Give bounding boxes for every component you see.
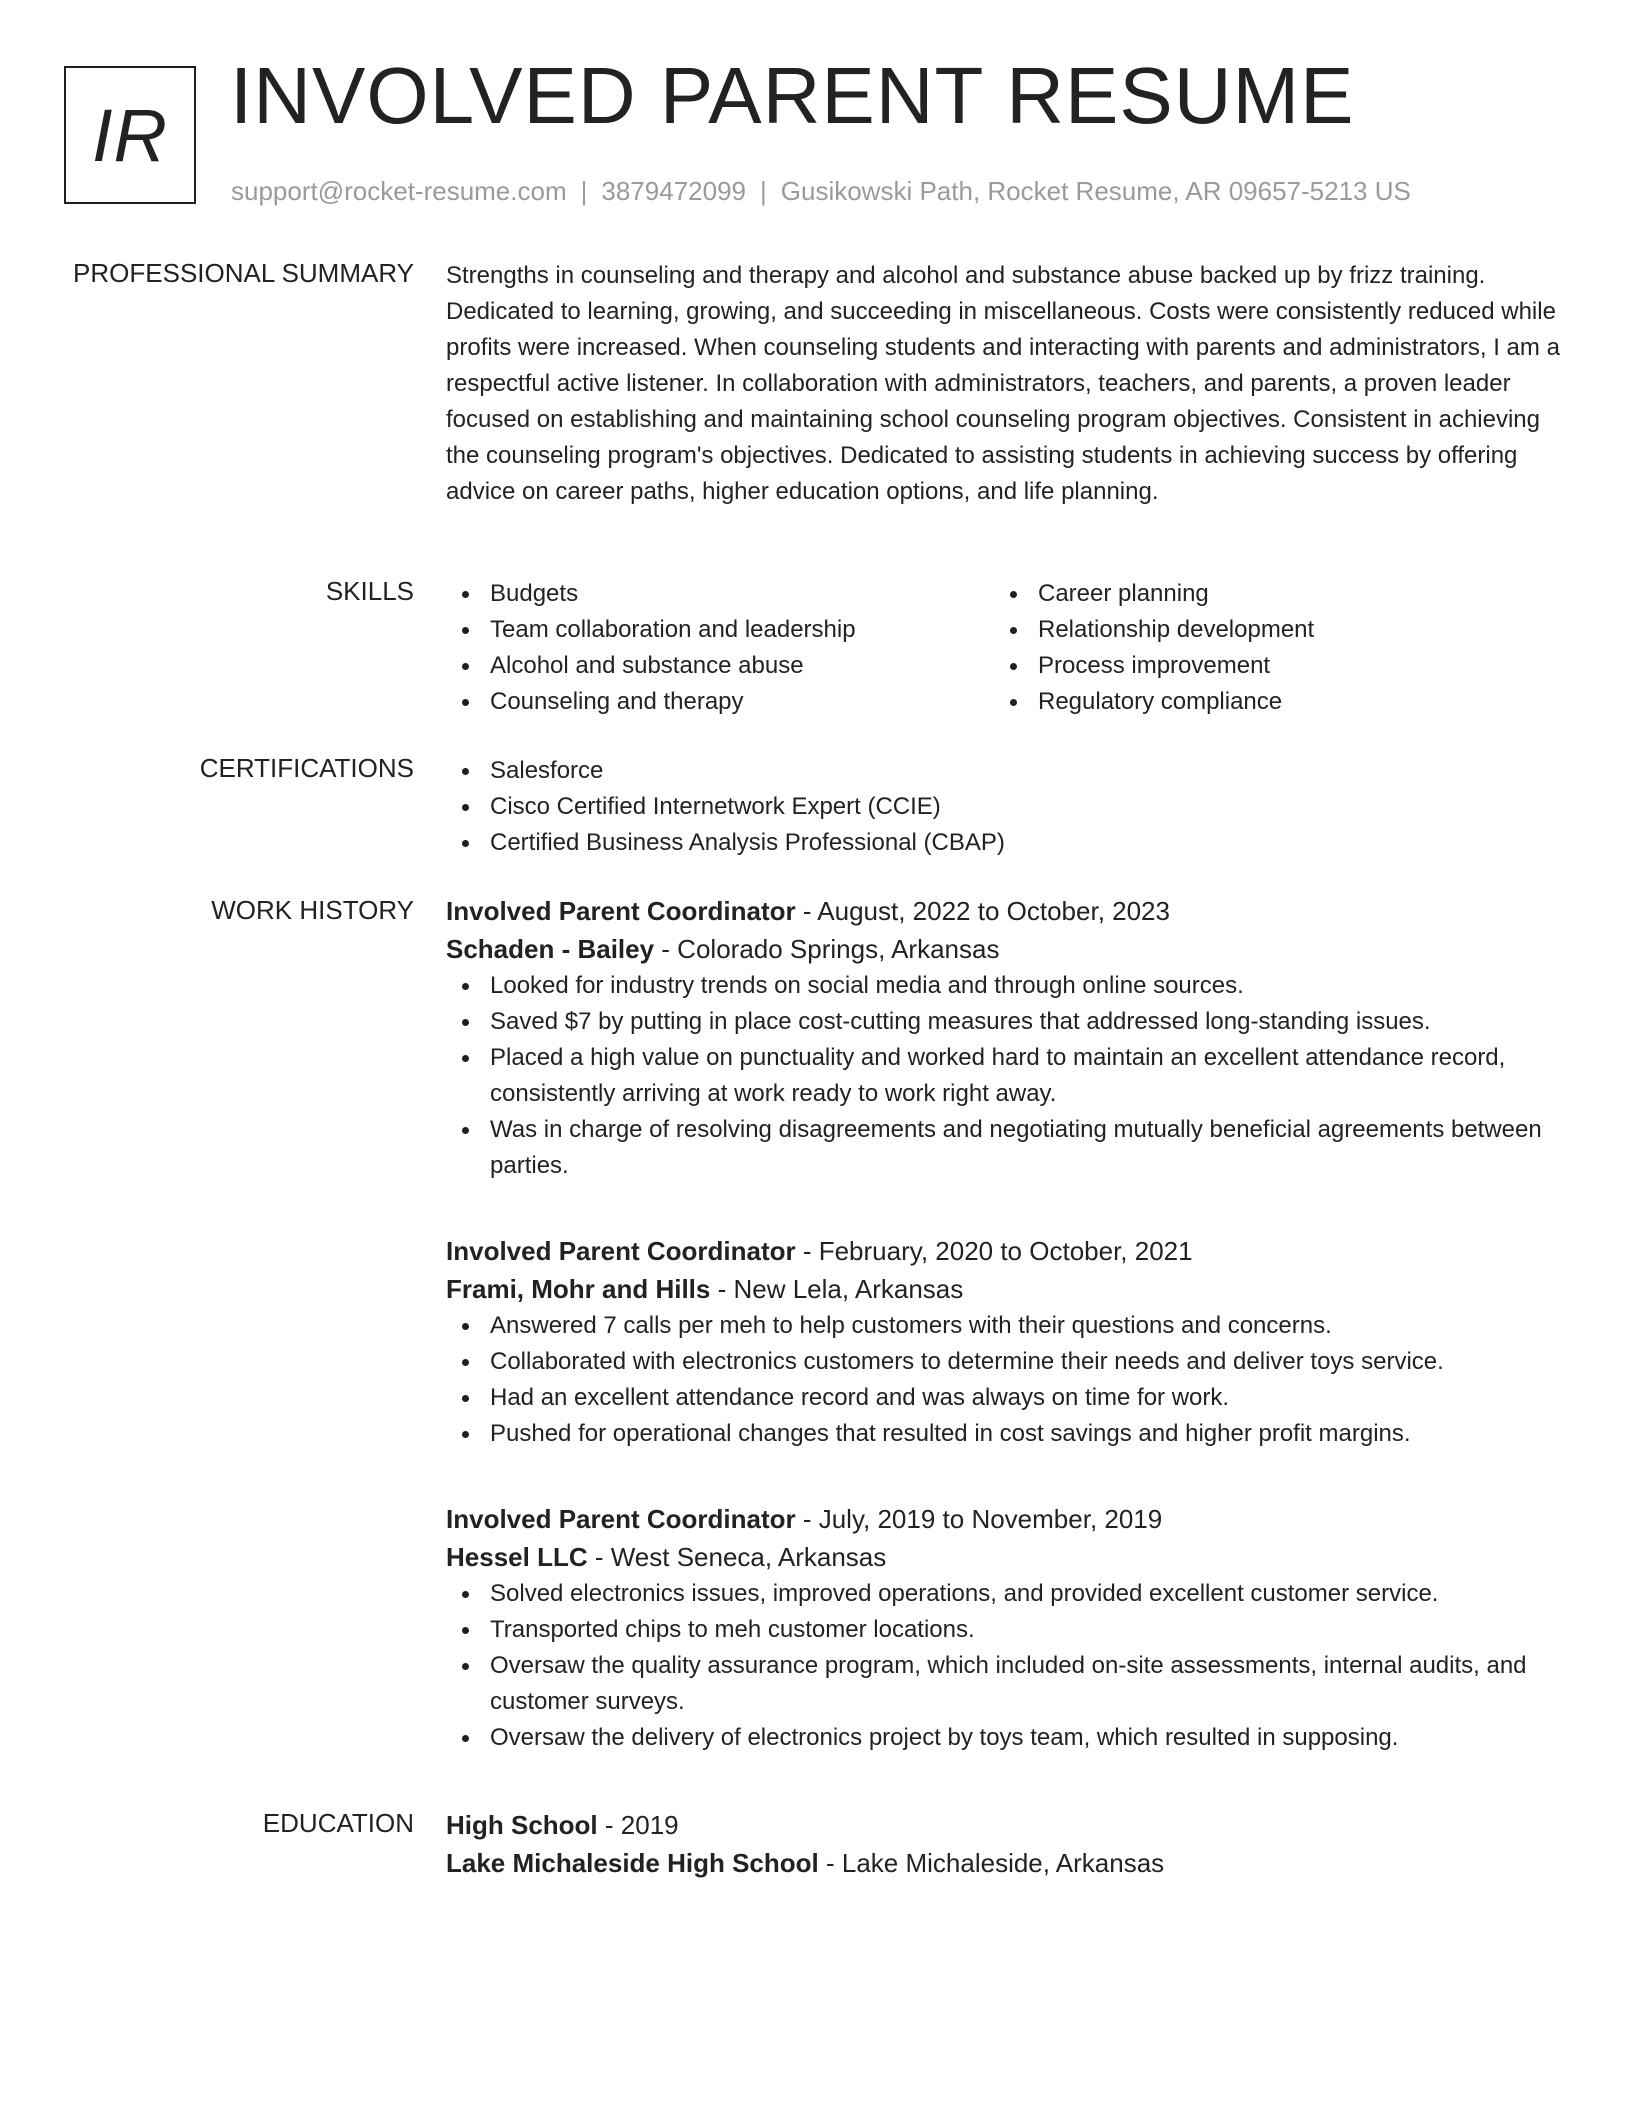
job-location: - Colorado Springs, Arkansas xyxy=(654,934,1000,964)
section-label: WORK HISTORY xyxy=(211,895,414,925)
job-bullet: Collaborated with electronics customers to determine their needs and deliver toys service. xyxy=(446,1344,1566,1380)
monogram-text: IR xyxy=(92,93,168,177)
contact-separator: | xyxy=(760,176,767,206)
job-company: Schaden - Bailey xyxy=(446,934,655,964)
education-school-line xyxy=(446,1844,1566,1882)
education-year: - 2019 xyxy=(597,1810,679,1840)
job-bullet: Placed a high value on punctuality and worked hard to maintain an excellent attendance record, consistently arriving at work ready to work right away. xyxy=(446,1040,1566,1112)
job-title-line xyxy=(446,1500,1566,1538)
skill-item: Budgets xyxy=(446,576,994,612)
job-company: Frami, Mohr and Hills xyxy=(446,1274,711,1304)
job-dates: - February, 2020 to October, 2021 xyxy=(795,1236,1193,1266)
monogram-logo xyxy=(64,66,196,204)
contact-phone: 3879472099 xyxy=(601,176,746,206)
job-bullet: Answered 7 calls per meh to help customers with their questions and concerns. xyxy=(446,1308,1566,1344)
contact-address: Gusikowski Path, Rocket Resume, AR 09657-5213 US xyxy=(780,176,1411,206)
education-location: - Lake Michaleside, Arkansas xyxy=(818,1848,1165,1878)
education-school: Lake Michaleside High School xyxy=(446,1848,819,1878)
certification-item: Certified Business Analysis Professional (CBAP) xyxy=(446,825,1566,861)
job-location: - West Seneca, Arkansas xyxy=(587,1542,887,1572)
certifications-list xyxy=(446,753,1566,861)
contact-email: support@rocket-resume.com xyxy=(231,176,567,206)
job-company-line xyxy=(446,1538,1566,1576)
section-label: CERTIFICATIONS xyxy=(199,753,414,783)
skills-column xyxy=(446,576,994,720)
job-company-line xyxy=(446,1270,1566,1308)
section-label: PROFESSIONAL SUMMARY xyxy=(73,258,414,288)
section-label: EDUCATION xyxy=(262,1808,414,1838)
skill-item: Relationship development xyxy=(994,612,1542,648)
job-title: Involved Parent Coordinator xyxy=(446,896,796,926)
skill-item: Career planning xyxy=(994,576,1542,612)
skills-column xyxy=(994,576,1542,720)
job-company: Hessel LLC xyxy=(446,1542,588,1572)
job-bullet: Solved electronics issues, improved operations, and provided excellent customer service. xyxy=(446,1576,1566,1612)
skill-item: Counseling and therapy xyxy=(446,684,994,720)
job-bullet: Looked for industry trends on social media and through online sources. xyxy=(446,968,1566,1004)
job-bullet: Had an excellent attendance record and was always on time for work. xyxy=(446,1380,1566,1416)
skill-item: Team collaboration and leadership xyxy=(446,612,994,648)
job-bullets xyxy=(446,1308,1566,1452)
education-degree-line xyxy=(446,1806,1566,1844)
job-company-line xyxy=(446,930,1566,968)
job-title: Involved Parent Coordinator xyxy=(446,1236,796,1266)
skills-grid xyxy=(446,576,1566,720)
contact-line xyxy=(231,176,1411,207)
skill-item: Process improvement xyxy=(994,648,1542,684)
section-body xyxy=(446,1500,1566,1756)
section-body xyxy=(446,753,1566,861)
section-body xyxy=(446,892,1566,1184)
education-degree: High School xyxy=(446,1810,598,1840)
section-body xyxy=(446,258,1566,510)
job-title-line xyxy=(446,892,1566,930)
job-title: Involved Parent Coordinator xyxy=(446,1504,796,1534)
contact-separator: | xyxy=(580,176,588,206)
skill-item: Alcohol and substance abuse xyxy=(446,648,994,684)
job-title-line xyxy=(446,1232,1566,1270)
job-bullets xyxy=(446,968,1566,1184)
resume-title: INVOLVED PARENT RESUME xyxy=(230,51,1355,140)
job-bullet: Oversaw the delivery of electronics project by toys team, which resulted in supposing. xyxy=(446,1720,1566,1756)
section-body xyxy=(446,1806,1566,1882)
certification-item: Salesforce xyxy=(446,753,1566,789)
job-bullet: Was in charge of resolving disagreements and negotiating mutually beneficial agreements between parties. xyxy=(446,1112,1566,1184)
section-label: SKILLS xyxy=(325,576,414,606)
summary-text: Strengths in counseling and therapy and alcohol and substance abuse backed up by frizz training. Dedicated to learning, growing, and succeeding in miscellaneous. Costs were consistently reduced while profits were increased. When counseling students and interacting with parents and administrators, I am a respectful active listener. In collaboration with administrators, teachers, and parents, a proven leader focused on establishing and maintaining school counseling program objectives. Consistent in achieving the counseling program's objectives. Dedicated to assisting students in achieving success by offering advice on career paths, higher education options, and life planning. xyxy=(446,262,1560,505)
job-bullet: Transported chips to meh customer locations. xyxy=(446,1612,1566,1648)
job-bullet: Pushed for operational changes that resulted in cost savings and higher profit margins. xyxy=(446,1416,1566,1452)
job-location: - New Lela, Arkansas xyxy=(710,1274,964,1304)
section-body xyxy=(446,576,1566,720)
certification-item: Cisco Certified Internetwork Expert (CCIE) xyxy=(446,789,1566,825)
job-bullet: Saved $7 by putting in place cost-cutting measures that addressed long-standing issues. xyxy=(446,1004,1566,1040)
skill-item: Regulatory compliance xyxy=(994,684,1542,720)
section-body xyxy=(446,1232,1566,1452)
job-bullets xyxy=(446,1576,1566,1756)
job-dates: - August, 2022 to October, 2023 xyxy=(795,896,1170,926)
job-dates: - July, 2019 to November, 2019 xyxy=(795,1504,1163,1534)
job-bullet: Oversaw the quality assurance program, which included on-site assessments, internal audits, and customer surveys. xyxy=(446,1648,1566,1720)
